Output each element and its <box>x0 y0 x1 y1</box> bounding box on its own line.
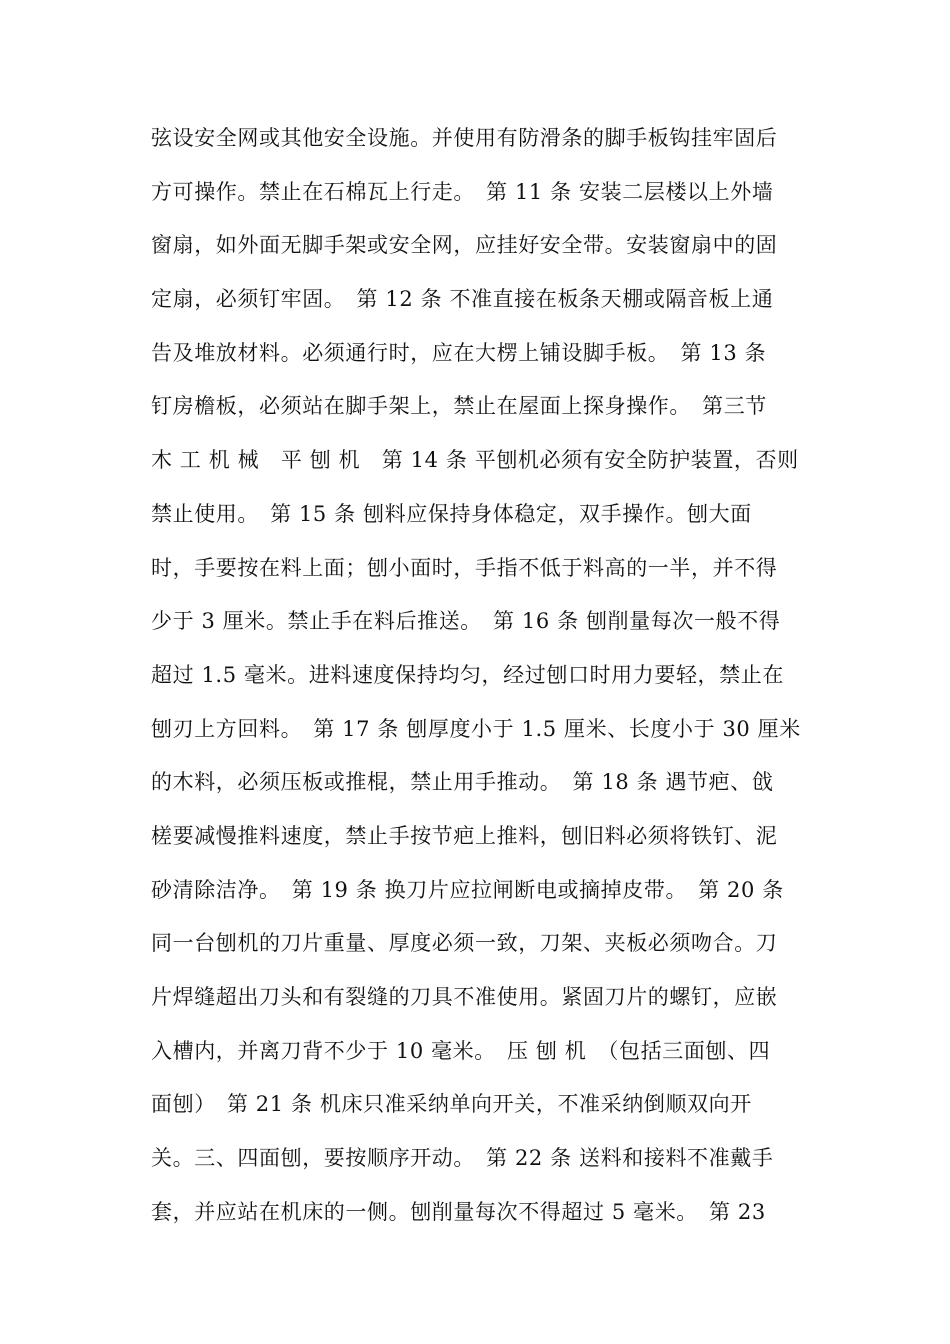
text-line-10: 少于 3 厘米。禁止手在料后推送。 第 16 条 刨削量每次一般不得 <box>151 609 781 634</box>
text-line-20: 关。三、四面刨，要按顺序开动。 第 22 条 送料和接料不准戴手 <box>151 1146 774 1171</box>
text-line-3: 窗扇，如外面无脚手架或安全网，应挂好安全带。安装窗扇中的固 <box>151 233 778 258</box>
text-line-9: 时，手要按在料上面；刨小面时，手指不低于料高的一半，并不得 <box>151 555 778 580</box>
text-line-18: 入槽内，并离刀背不少于 10 毫米。 压 刨 机 （包括三面刨、四 <box>151 1038 771 1063</box>
text-line-7: 木 工 机 械 平 刨 机 第 14 条 平刨机必须有安全防护装置，否则 <box>151 448 799 473</box>
text-line-19: 面刨） 第 21 条 机床只准采纳单向开关，不准采纳倒顺双向开 <box>151 1092 752 1117</box>
text-line-15: 砂清除洁净。 第 19 条 换刀片应拉闸断电或摘掉皮带。 第 20 条 <box>151 877 784 902</box>
text-line-21: 套，并应站在机床的一侧。刨削量每次不得超过 5 毫米。 第 23 <box>151 1199 766 1224</box>
text-line-1: 弦设安全网或其他安全设施。并使用有防滑条的脚手板钩挂牢固后 <box>151 126 778 150</box>
text-line-4: 定扇，必须钉牢固。 第 12 条 不准直接在板条天棚或隔音板上通 <box>151 287 774 312</box>
text-line-5: 告及堆放材料。必须通行时，应在大楞上铺设脚手板。 第 13 条 <box>151 340 767 365</box>
text-line-13: 的木料，必须压板或推棍，禁止用手推动。 第 18 条 遇节疤、戗 <box>151 770 774 795</box>
text-line-2: 方可操作。禁止在石棉瓦上行走。 第 11 条 安装二层楼以上外墙 <box>151 179 774 204</box>
text-line-16: 同一台刨机的刀片重量、厚度必须一致，刀架、夹板必须吻合。刀 <box>151 931 778 956</box>
text-line-8: 禁止使用。 第 15 条 刨料应保持身体稳定，双手操作。刨大面 <box>151 501 752 526</box>
text-line-12: 刨刃上方回料。 第 17 条 刨厚度小于 1.5 厘米、长度小于 30 厘米 <box>151 716 801 741</box>
body-text <box>151 118 811 1245</box>
text-line-11: 超过 1.5 毫米。进料速度保持均匀，经过刨口时用力要轻，禁止在 <box>151 662 784 687</box>
text-line-17: 片焊缝超出刀头和有裂缝的刀具不准使用。紧固刀片的螺钉，应嵌 <box>151 985 778 1009</box>
text-line-6: 钉房檐板，必须站在脚手架上，禁止在屋面上探身操作。 第三节 <box>151 394 767 419</box>
text-line-14: 槎要减慢推料速度，禁止手按节疤上推料，刨旧料必须将铁钉、泥 <box>151 823 778 848</box>
